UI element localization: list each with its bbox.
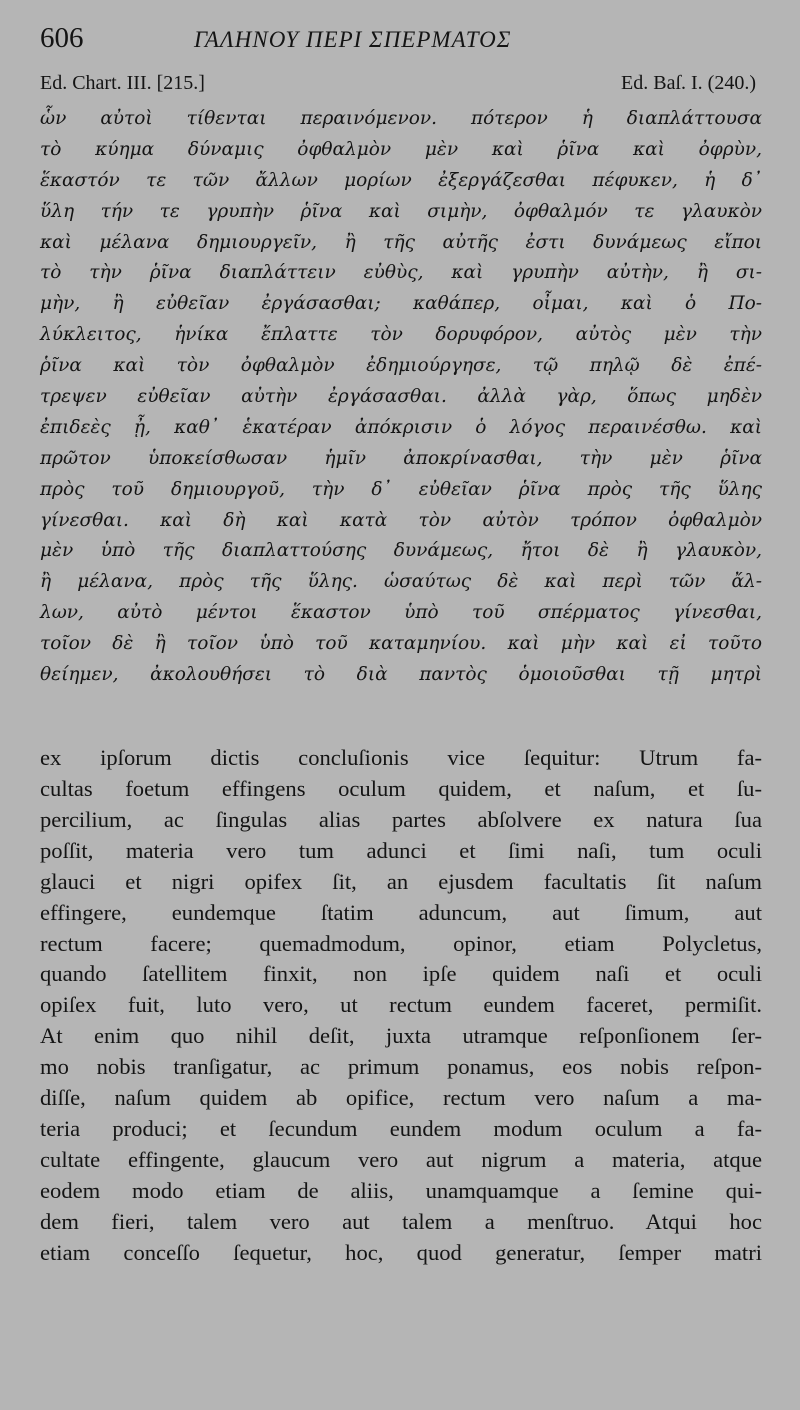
greek-line: ὕλη τήν τε γρυπὴν ῥῖνα καὶ σιμὴν, ὀφθαλμόν τε γλαυκὸν bbox=[40, 200, 762, 222]
greek-line: ὧν αὐτοὶ τίθενται περαινόμενον. πότερον ἡ διαπλάττουσα bbox=[40, 108, 762, 129]
latin-line: cultate effingente, glaucum vero aut nigrum a materia, atque bbox=[40, 1147, 762, 1173]
latin-line: eodem modo etiam de aliis, unamquamque a ſemine qui- bbox=[40, 1178, 762, 1204]
latin-line: glauci et nigri opifex ſit, an ejusdem facultatis ſit naſum bbox=[40, 868, 762, 894]
greek-line: θείημεν, ἀκολουθήσει τὸ διὰ παντὸς ὁμοιοῦσθαι τῇ μητρὶ bbox=[40, 664, 762, 686]
latin-line: rectum facere; quemadmodum, opinor, etiam Polycletus, bbox=[40, 930, 762, 956]
greek-text-block bbox=[40, 104, 762, 691]
greek-line: μὴν, ἢ εὐθεῖαν ἐργάσασθαι; καθάπερ, οἶμαι, καὶ ὁ Πο- bbox=[40, 293, 762, 315]
latin-line: teria produci; et ſecundum eundem modum oculum a fa- bbox=[40, 1116, 762, 1142]
greek-line: καὶ μέλανα δημιουργεῖν, ἢ τῆς αὐτῆς ἐστι δυνάμεως εἴποι bbox=[40, 231, 762, 253]
greek-line: μὲν ὑπὸ τῆς διαπλαττούσης δυνάμεως, ἤτοι δὲ ἢ γλαυκὸν, bbox=[40, 540, 762, 562]
running-title: ΓΑΛΗΝΟΥ ΠΕΡΙ ΣΠΕΡΜΑΤΟΣ bbox=[194, 27, 512, 52]
greek-line: λων, αὐτὸ μέντοι ἕκαστον ὑπὸ τοῦ σπέρματος γίνεσθαι, bbox=[40, 602, 762, 624]
latin-line: ex ipſorum dictis concluſionis vice ſequitur: Utrum fa- bbox=[40, 744, 762, 770]
latin-line: dem fieri, talem vero aut talem a menſtruo. Atqui hoc bbox=[40, 1208, 762, 1234]
chartier-edition-ref: Ed. Chart. III. [215.] bbox=[40, 72, 205, 94]
edition-references bbox=[40, 72, 762, 102]
greek-line: γίνεσθαι. καὶ δὴ καὶ κατὰ τὸν αὐτὸν τρόπον ὀφθαλμὸν bbox=[40, 509, 762, 531]
latin-line: At enim quo nihil deſit, juxta utramque reſponſionem ſer- bbox=[40, 1023, 762, 1049]
greek-line: λύκλειτος, ἡνίκα ἔπλαττε τὸν δορυφόρον, αὐτὸς μὲν τὴν bbox=[40, 324, 762, 346]
greek-line: πρὸς τοῦ δημιουργοῦ, τὴν δ᾽ εὐθεῖαν ῥῖνα πρὸς τῆς ὕλης bbox=[40, 478, 762, 500]
greek-line: ἐπιδεὲς ᾖ, καθ᾽ ἑκατέραν ἀπόκρισιν ὁ λόγος περαινέσθω. καὶ bbox=[40, 416, 762, 438]
latin-line: cultas foetum effingens oculum quidem, et naſum, et ſu- bbox=[40, 775, 762, 801]
latin-line: diſſe, naſum quidem ab opifice, rectum vero naſum a ma- bbox=[40, 1085, 762, 1111]
latin-line: opiſex fuit, luto vero, ut rectum eundem faceret, permiſit. bbox=[40, 992, 762, 1018]
greek-line: τὸ κύημα δύναμις ὀφθαλμὸν μὲν καὶ ῥῖνα καὶ ὀφρὺν, bbox=[40, 138, 762, 160]
latin-line: mo nobis tranſigatur, ac primum ponamus, eos nobis reſpon- bbox=[40, 1054, 762, 1080]
latin-line: etiam conceſſo ſequetur, hoc, quod generatur, ſemper matri bbox=[40, 1239, 762, 1265]
page-number: 606 bbox=[40, 22, 84, 54]
basel-edition-ref: Ed. Baſ. I. (240.) bbox=[621, 72, 756, 94]
greek-line: ἢ μέλανα, πρὸς τῆς ὕλης. ὡσαύτως δὲ καὶ περὶ τῶν ἄλ- bbox=[40, 571, 762, 593]
greek-line: τρεψεν εὐθεῖαν αὐτὴν ἐργάσασθαι. ἀλλὰ γὰρ, ὅπως μηδὲν bbox=[40, 386, 762, 408]
latin-line: poſſit, materia vero tum adunci et ſimi naſi, tum oculi bbox=[40, 837, 762, 863]
latin-line: effingere, eundemque ſtatim aduncum, aut ſimum, aut bbox=[40, 899, 762, 925]
greek-line: τοῖον δὲ ἢ τοῖον ὑπὸ τοῦ καταμηνίου. καὶ μὴν καὶ εἰ τοῦτο bbox=[40, 633, 762, 655]
greek-line: πρῶτον ὑποκείσθωσαν ἡμῖν ἀποκρίνασθαι, τὴν μὲν ῥῖνα bbox=[40, 447, 762, 469]
latin-text-block bbox=[40, 743, 762, 1269]
greek-line: τὸ τὴν ῥῖνα διαπλάττειν εὐθὺς, καὶ γρυπὴν αὐτὴν, ἢ σι- bbox=[40, 262, 762, 284]
greek-line: ῥῖνα καὶ τὸν ὀφθαλμὸν ἐδημιούργησε, τῷ πηλῷ δὲ ἐπέ- bbox=[40, 355, 762, 377]
greek-line: ἕκαστόν τε τῶν ἄλλων μορίων ἐξεργάζεσθαι πέφυκεν, ἡ δ᾽ bbox=[40, 169, 762, 191]
latin-line: percilium, ac ſingulas alias partes abſolvere ex natura ſua bbox=[40, 806, 762, 832]
latin-line: quando ſatellitem finxit, non ipſe quidem naſi et oculi bbox=[40, 961, 762, 987]
running-head bbox=[40, 22, 762, 72]
